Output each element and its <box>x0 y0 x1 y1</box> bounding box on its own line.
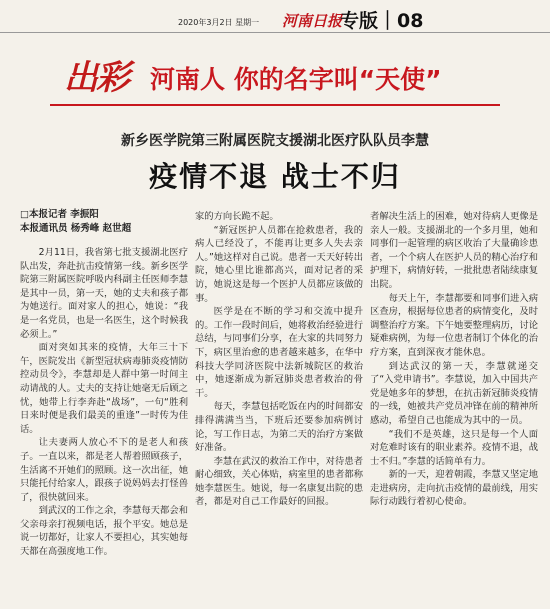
paragraph: 到达武汉的第一天，李慧就递交了“入党申请书”。李慧说，加入中国共产党是她多年的梦想，在抗击新冠肺炎疫情的一线，她被共产党员冲锋在前的精神所感动，希望自己也能成为其中的一员。 <box>370 360 538 426</box>
paragraph: 每天上午，李慧都要和同事们进入病区查房，根据每位患者的病情变化，及时调整治疗方案。下午她要整理病历，讨论疑难病例，为每一位患者制订个体化的治疗方案，直到深夜才能休息。 <box>370 292 538 358</box>
paragraph: “我们不是英雄，这只是每一个人面对危难时该有的职业素养。疫情不退，战士不归。”李慧的话简单有力。 <box>370 428 538 467</box>
newspaper-logo: 河南日报 <box>282 12 343 30</box>
banner-brand-logo: 出彩 <box>64 58 128 98</box>
article-subtitle: 新乡医学院第三附属医院支援湖北医疗队队员李慧 <box>121 133 429 149</box>
masthead-divider <box>0 32 550 33</box>
banner-title: 河南人 你的名字叫“天使” <box>150 65 442 94</box>
paragraph: 到武汉的工作之余，李慧每天都会和父亲母亲打视频电话，报个平安。她总是说一切都好，让家人不要担心，其实她每天都在高强度地工作。 <box>20 505 188 558</box>
paragraph: 者解决生活上的困难，她对待病人更像是亲人一般。支援湖北的一个多月里，她和同事们一起管理的病区收治了大量确诊患者，一个个病人在医护人员的精心治疗和护理下，病情好转，一批批患者陆续康复出院。 <box>370 211 538 290</box>
paragraph: 家的方向长跪不起。 <box>195 211 279 222</box>
section-label: 专版｜08 <box>340 10 424 32</box>
byline-reporter: □本报记者 李振阳 <box>20 209 99 220</box>
paragraph: 新的一天，迎着朝霞，李慧又坚定地走进病房，走向抗击疫情的最前线，用实际行动践行着初心使命。 <box>370 469 538 508</box>
article-column-3 <box>370 210 538 602</box>
paragraph: 让夫妻两人放心不下的是老人和孩子。一直以来，都是老人帮着照顾孩子，生活离不开她们的照顾。这一次出征，她只能托付给家人，跟孩子说妈妈去打怪兽了，很快就回来。 <box>20 437 188 503</box>
paragraph: “新冠医护人员都在抢救患者，我的病人已经没了，不能再让更多人失去亲人。”她这样对自己说。患者一天天好转出院，她心里比谁都高兴，面对记者的采访，她说这是每一个医护人员都应该做的事。 <box>195 224 363 304</box>
feature-banner <box>50 48 500 106</box>
banner-rule <box>50 104 500 106</box>
newspaper-masthead <box>0 0 550 36</box>
article-column-2 <box>195 210 363 602</box>
article-byline <box>20 208 131 236</box>
byline-correspondents: 本报通讯员 杨秀峰 赵世超 <box>20 223 132 234</box>
article-headline: 疫情不退 战士不归 <box>149 160 401 193</box>
paragraph: 李慧在武汉的救治工作中，对待患者耐心细致，关心体贴，病室里的患者都称她李慧医生。她说，每一名康复出院的患者，都是对自己工作最好的回报。 <box>195 455 363 508</box>
paragraph: 2月11日，我省第七批支援湖北医疗队出发，奔赴抗击疫情第一线。新乡医学院第三附属医院呼吸内科副主任医师李慧是其中一员，第一天，她的丈夫和孩子都为她送行。面对家人的担心，她说：“我是一名党员，也是一名医生，这个时候我必须上。” <box>20 247 188 340</box>
issue-date: 2020年3月2日 星期一 <box>178 18 260 27</box>
article-column-1 <box>20 246 188 602</box>
paragraph: 医学是在不断的学习和交流中提升的。工作一段时间后，她将救治经验进行总结，与同事们分享，在大家的共同努力下，病区里治愈的患者越来越多，在华中科技大学同济医院中法新城院区的救治中，她逐渐成为新冠肺炎患者救治的骨干。 <box>195 306 363 399</box>
paragraph: 面对突如其来的疫情，大年三十下午，医院发出《新型冠状病毒肺炎疫情防控动员令》，李慧却是人群中第一时间主动请战的人。丈夫的支持让她毫无后顾之忧，她带上行李奔赴“战场”，一句“胜利日来时便是我们最美的重逢”一时传为佳话。 <box>20 342 188 435</box>
paragraph: 每天，李慧包括吃饭在内的时间都安排得满满当当，下班后还要参加病例讨论，写工作日志，为第二天的治疗方案做好准备。 <box>195 401 363 454</box>
